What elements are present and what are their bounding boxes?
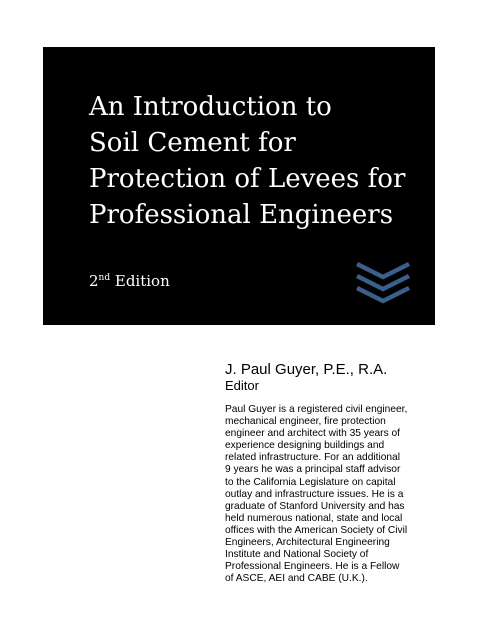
edition-label bbox=[89, 271, 170, 291]
triple-chevron-down-icon bbox=[355, 260, 411, 304]
bio-line: mechanical engineer, fire protection bbox=[225, 416, 386, 428]
title-line: An Introduction to bbox=[89, 92, 332, 122]
author-role: Editor bbox=[225, 378, 259, 393]
title-line: Professional Engineers bbox=[89, 200, 394, 230]
bio-line: Engineers, Architectural Engineering bbox=[225, 537, 390, 549]
chevron-stroke bbox=[357, 264, 409, 277]
bio-line: Institute and National Society of bbox=[225, 549, 369, 561]
title-line: Soil Cement for bbox=[89, 128, 296, 158]
bio-line: held numerous national, state and local bbox=[225, 512, 403, 524]
title-line: Protection of Levees for bbox=[89, 164, 406, 194]
bio-line: Paul Guyer is a registered civil engineer, bbox=[225, 404, 408, 415]
author-name: J. Paul Guyer, P.E., R.A. bbox=[225, 361, 388, 378]
bio-line: related infrastructure. For an additional bbox=[225, 452, 400, 464]
bio-line: Professional Engineers. He is a Fellow bbox=[225, 561, 400, 573]
bio-line: 9 years he was a principal staff advisor bbox=[225, 464, 401, 476]
bio-line: offices with the American Society of Civil bbox=[225, 524, 408, 536]
bio-line: outlay and infrastructure issues. He is a bbox=[225, 488, 404, 500]
bio-line: of ASCE, AEI and CABE (U.K.). bbox=[225, 573, 368, 585]
bio-line: graduate of Stanford University and has bbox=[225, 500, 405, 512]
edition-number: 2 bbox=[89, 272, 99, 290]
book-title bbox=[89, 89, 429, 233]
cover-panel bbox=[43, 47, 435, 325]
bio-line: to the California Legislature on capital bbox=[225, 476, 396, 488]
edition-text: Edition bbox=[110, 272, 170, 290]
bio-line: experience designing buildings and bbox=[225, 440, 385, 452]
bio-line: engineer and architect with 35 years of bbox=[225, 428, 400, 440]
edition-suffix: nd bbox=[98, 273, 111, 283]
author-bio bbox=[225, 404, 465, 585]
